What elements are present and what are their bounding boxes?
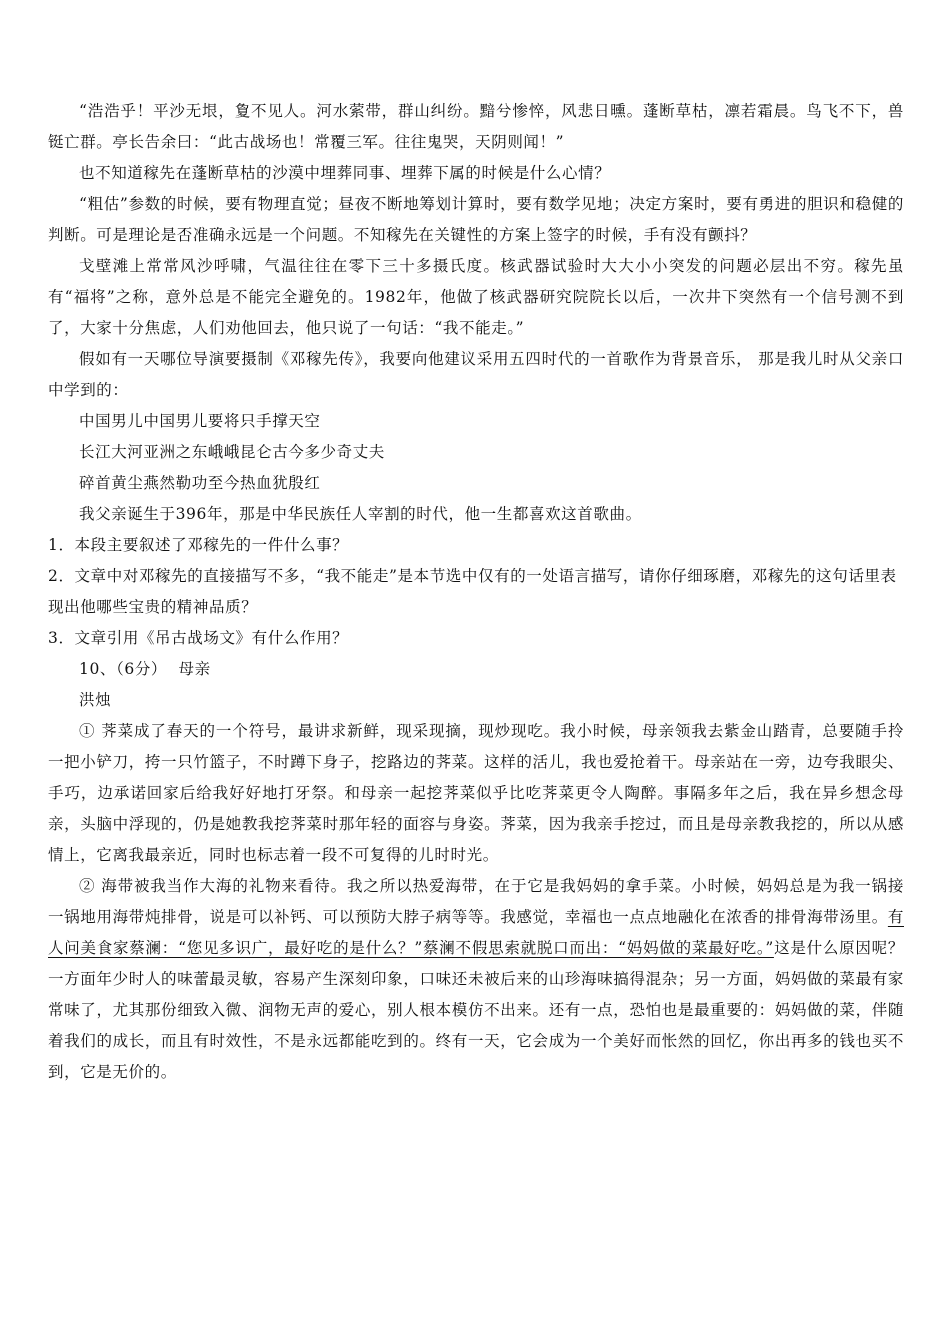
author-name: 洪烛 (79, 691, 112, 709)
underlined-sentence: 有人问美食家蔡澜：“您见多识广，最好吃的是什么？”蔡澜不假思索就脱口而出：“妈妈做的菜最好吃。” (48, 908, 904, 957)
body-paragraph: 戈壁滩上常常风沙呼啸，气温往往在零下三十多摄氏度。核武器试验时大大小小突发的问题必层出不穷。稼先虽有“福将”之称，意外总是不能完全避免的。1982年，他做了核武器研究院院长以后，一次井下突然有一个信号测不到了，大家十分焦虑，人们劝他回去，他只说了一句话：“我不能走。” (48, 257, 904, 337)
section-heading: 10、（6分） 母亲 (79, 660, 211, 678)
paragraph-text: 这是什么原因呢？一方面年少时人的味蕾最灵敏，容易产生深刻印象，口味还未被后来的山珍海味搞得混杂；另一方面，妈妈做的菜最有家常味了，尤其那份细致入微、润物无声的爱心，别人根本模仿不出来。还有一点，恐怕也是最重要的：妈妈做的菜，伴随着我们的成长，而且有时效性，不是永远都能吃到的。终有一天，它会成为一个美好而怅然的回忆，你出再多的钱也买不到，它是无价的。 (48, 939, 904, 1081)
body-paragraph: ① 荠菜成了春天的一个符号，最讲求新鲜，现采现摘，现炒现吃。我小时候，母亲领我去紫金山踏青，总要随手拎一把小铲刀，挎一只竹篮子，不时蹲下身子，挖路边的荠菜。这样的活儿，我也爱抢着干。母亲站在一旁，边夸我眼尖、手巧，边承诺回家后给我好好地打牙祭。和母亲一起挖荠菜似乎比吃荠菜更令人陶醉。事隔多年之后，我在异乡想念母亲，头脑中浮现的，仍是她教我挖荠菜时那年轻的面容与身姿。荠菜，因为我亲手挖过，而且是母亲教我挖的，所以从感情上，它离我最亲近，同时也标志着一段不可复得的儿时时光。 (48, 722, 904, 864)
body-paragraph: 也不知道稼先在蓬断草枯的沙漠中埋葬同事、埋葬下属的时候是什么心情？ (79, 164, 611, 182)
paragraph-text: ② 海带被我当作大海的礼物来看待。我之所以热爱海带，在于它是我妈妈的拿手菜。小时候，妈妈总是为我一锅接一锅地用海带炖排骨，说是可以补钙、可以预防大脖子病等等。我感觉，幸福也一点点地融化在浓香的排骨海带汤里。 (48, 877, 904, 926)
body-paragraph (48, 871, 904, 1088)
poem-line: 长江大河亚洲之东峨峨昆仑古今多少奇丈夫 (79, 443, 385, 461)
poem-line: 碎首黄尘燕然勒功至今热血犹殷红 (79, 474, 321, 492)
question-item: 2．文章中对邓稼先的直接描写不多，“我不能走”是本节选中仅有的一处语言描写，请你仔细琢磨，邓稼先的这句话里表现出他哪些宝贵的精神品质？ (48, 567, 897, 616)
body-paragraph: 我父亲诞生于396年，那是中华民族任人宰割的时代，他一生都喜欢这首歌曲。 (79, 505, 642, 523)
question-item: 1．本段主要叙述了邓稼先的一件什么事？ (48, 536, 349, 554)
document-page (48, 96, 904, 1088)
poem-line: 中国男儿中国男儿要将只手撑天空 (79, 412, 321, 430)
body-paragraph: “粗估”参数的时候，要有物理直觉；昼夜不断地筹划计算时，要有数学见地；决定方案时，要有勇进的胆识和稳健的判断。可是理论是否准确永远是一个问题。不知稼先在关键性的方案上签字的时候，手有没有颤抖？ (48, 195, 904, 244)
quote-paragraph: “浩浩乎！平沙无垠，夐不见人。河水萦带，群山纠纷。黯兮惨悴，风悲日曛。蓬断草枯，凛若霜晨。鸟飞不下，兽铤亡群。亭长告余曰：“此古战场也！常覆三军。往往鬼哭，天阴则闻！” (48, 102, 904, 151)
body-paragraph: 假如有一天哪位导演要摄制《邓稼先传》，我要向他建议采用五四时代的一首歌作为背景音乐， 那是我儿时从父亲口中学到的： (48, 350, 904, 399)
question-item: 3．文章引用《吊古战场文》有什么作用？ (48, 629, 349, 647)
